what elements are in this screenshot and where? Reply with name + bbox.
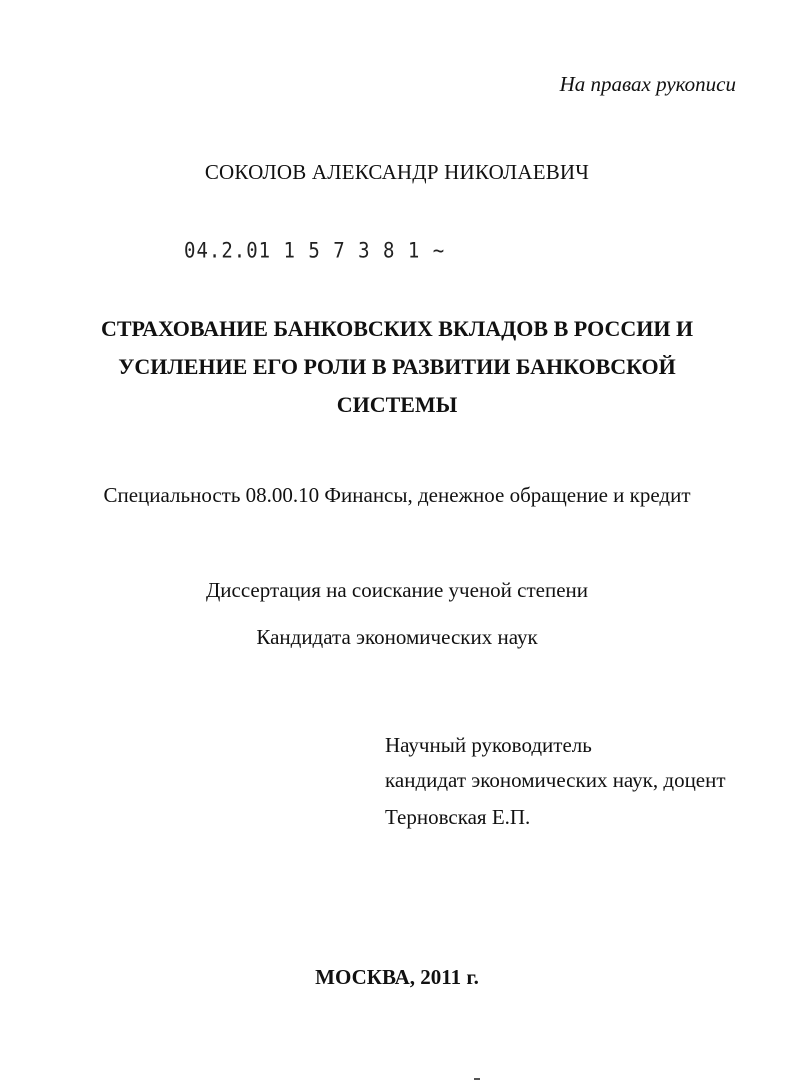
supervisor-credentials: кандидат экономических наук, доцент (385, 768, 726, 792)
title-line: СТРАХОВАНИЕ БАНКОВСКИХ ВКЛАДОВ В РОССИИ И (100, 316, 694, 341)
manuscript-note: На правах рукописи (559, 72, 736, 96)
degree-line-1: Диссертация на соискание ученой степени (205, 578, 589, 602)
supervisor-role: Научный руководитель (385, 733, 592, 757)
dissertation-title (90, 310, 704, 424)
degree-line-2: Кандидата экономических наук (256, 625, 538, 649)
scan-speck (474, 1078, 480, 1080)
registration-stamp: 04.2.01 1 5 7 3 8 1 ~ (184, 238, 446, 264)
supervisor-name: Терновская Е.П. (385, 805, 531, 829)
author-name: СОКОЛОВ АЛЕКСАНДР НИКОЛАЕВИЧ (204, 160, 590, 184)
specialty: Специальность 08.00.10 Финансы, денежное обращение и кредит (103, 483, 691, 507)
city-year: МОСКВА, 2011 г. (315, 965, 479, 989)
title-line: УСИЛЕНИЕ ЕГО РОЛИ В РАЗВИТИИ БАНКОВСКОЙ (118, 354, 676, 379)
title-line: СИСТЕМЫ (336, 392, 458, 417)
